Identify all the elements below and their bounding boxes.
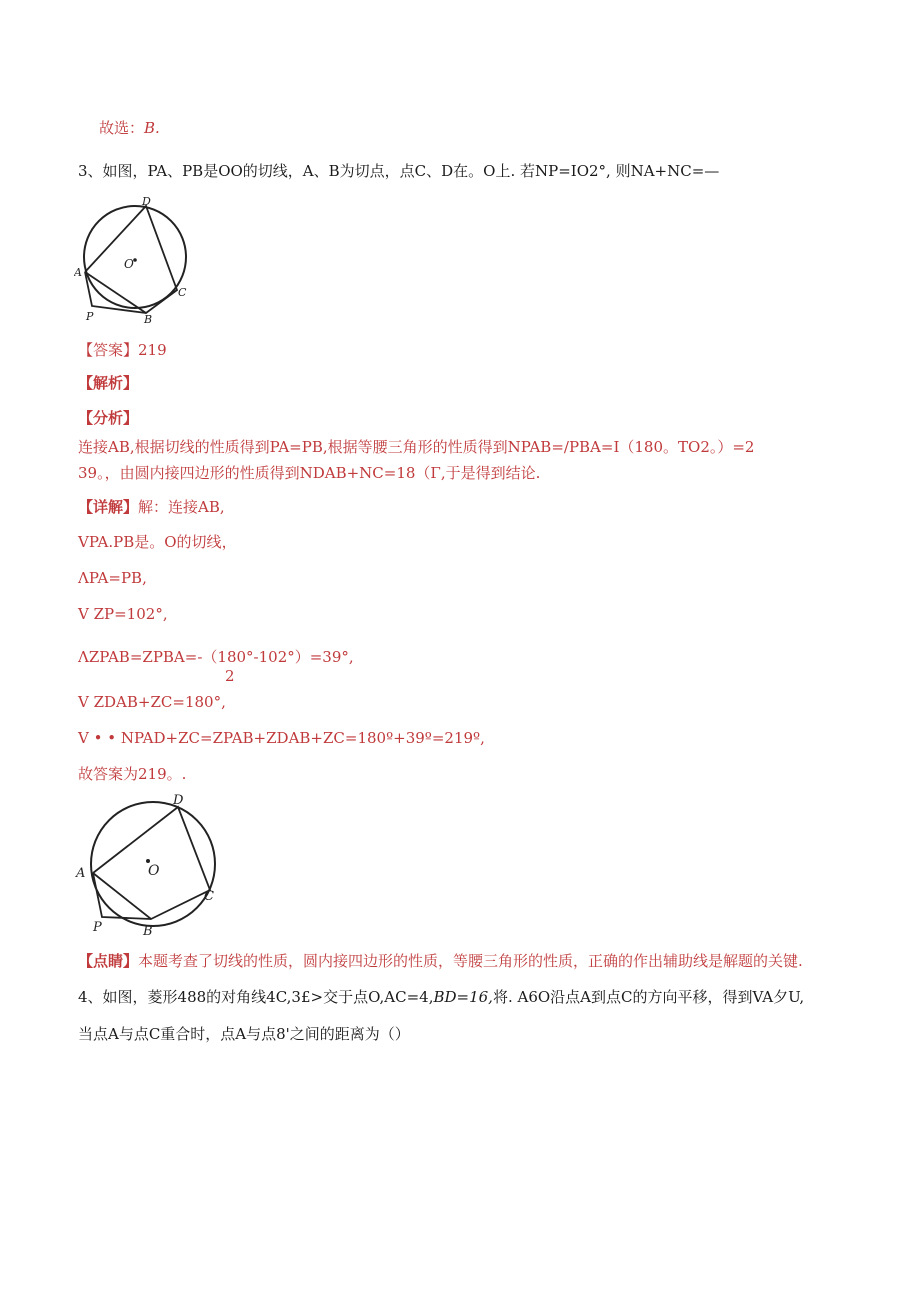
xiangjie-text: 解：连接AB, [138,498,225,516]
xiangjie-tag: 【详解】 [78,498,139,516]
choice-line [99,118,160,138]
label-a: A [76,866,86,881]
q4-line-1-c: 将. A6O沿点A到点C的方向平移，得到VA夕U, [492,988,805,1006]
fenxi-line-2: 39。，由圆内接四边形的性质得到NDAB+NC=18（Γ,于是得到结论. [78,464,541,482]
label-b: B [144,313,153,324]
fenxi-line-1: 连接AB,根据切线的性质得到PA=PB,根据等腰三角形的性质得到NPAB=/PBA=I（180。TO2。）=2 [78,438,755,456]
label-o: O [124,257,134,271]
dianjing-tag: 【点睛】 [78,952,139,970]
jiexi-tag: 【解析】 [78,374,139,392]
fenxi-tag: 【分析】 [78,409,139,427]
step-3: V ZP=102°, [78,605,168,623]
q3-figure-2 [74,789,222,939]
xiangjie-line [78,497,225,517]
conclusion: 故答案为219。. [78,765,187,783]
choice-answer: B. [144,119,160,137]
answer-tag: 【答案】 [78,341,139,359]
fraction-denominator: 2 [225,667,235,685]
q4-line-1-a: 4、如图，菱形488的对角线4C,3£>交于点O,AC=4, [78,988,434,1006]
label-p: P [93,920,102,935]
step-6: V • • NPAD+ZC=ZPAB+ZDAB+ZC=180º+39º=219º, [78,729,485,747]
q4-line-2: 当点A与点C重合时，点A与点8'之间的距离为（） [78,1025,410,1043]
label-d: D [173,793,184,808]
label-p: P [86,310,94,323]
step-4: ΛZPAB=ZPBA=-（180°-102°）=39°, [78,648,354,666]
dianjing-line [78,951,803,971]
q3-stem: 3、如图，PA、PB是OO的切线，A、B为切点，点C、D在。O上. 若NP=IO2°, 则NA+NC=— [78,162,720,180]
q3-figure-1 [74,194,198,324]
step-5: V ZDAB+ZC=180°, [78,693,226,711]
step-2: ΛPA=PB, [78,569,147,587]
q4-line-1-b: BD=16, [433,988,493,1006]
choice-prefix: 故选： [99,119,145,137]
label-d: D [142,195,151,208]
q4-line-1 [78,987,804,1007]
label-c: C [204,889,214,904]
answer-line [78,340,167,360]
dianjing-text: 本题考查了切线的性质，圆内接四边形的性质，等腰三角形的性质，正确的作出辅助线是解题的关键. [138,952,803,970]
step-1: VPA.PB是。O的切线， [78,533,237,551]
label-a: A [74,266,82,279]
label-b: B [143,924,153,939]
label-o: O [148,863,160,879]
answer-value: 219 [138,341,167,359]
label-c: C [178,286,187,299]
